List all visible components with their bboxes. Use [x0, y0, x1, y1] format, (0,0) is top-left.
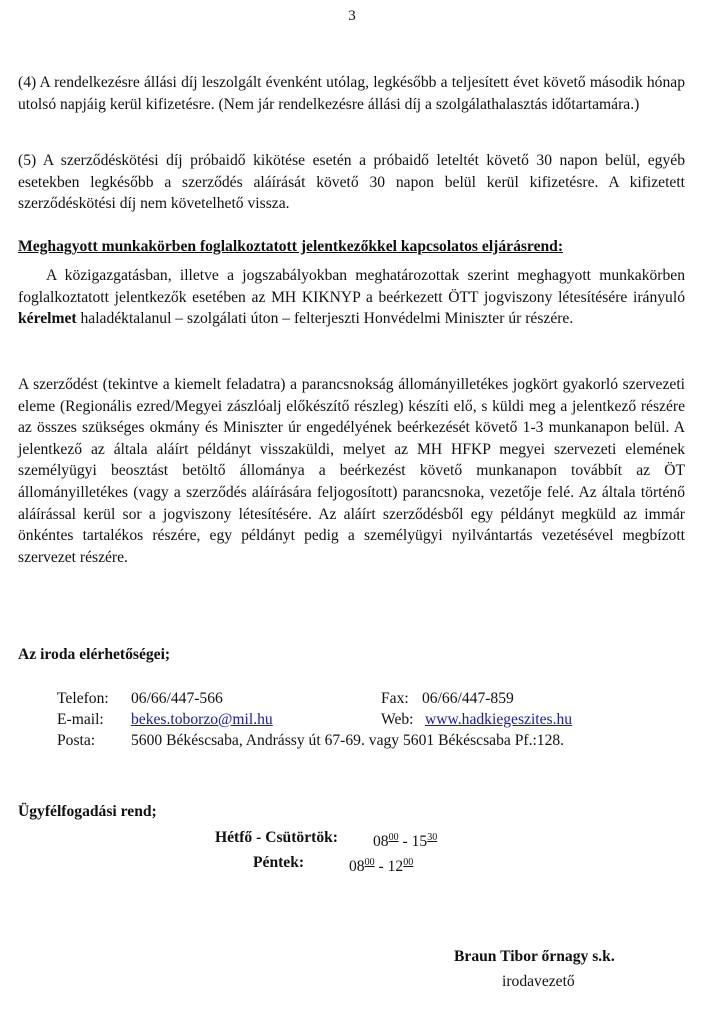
contact-heading: Az iroda elérhetőségei;	[18, 646, 171, 663]
phone-value: 06/66/447-566	[131, 690, 223, 707]
mon-thu-end-hour: 15	[411, 833, 428, 850]
fri-end-hour: 12	[387, 858, 404, 875]
mon-thu-start-min: 00	[388, 832, 399, 843]
email-link[interactable]: bekes.toborzo@mil.hu	[131, 711, 273, 728]
paragraph-4: (4) A rendelkezésre állási díj leszolgált évenként utólag, legkésőbb a teljesített évet követő második hónap utolsó napjáig kerül kifizetésre. (Nem jár rendelkezésre állási díj a szolgálathalasztás időtartamára.)	[18, 74, 685, 113]
email-label: E-mail:	[57, 711, 104, 728]
contact-row-email	[57, 709, 677, 730]
contact-row-phone	[57, 688, 677, 709]
web-label: Web:	[381, 711, 414, 728]
phone-label: Telefon:	[57, 690, 109, 707]
fri-sep: -	[374, 858, 388, 875]
mon-thu-end-min: 30	[427, 832, 438, 843]
contact-row-post	[57, 730, 677, 751]
contact-block	[57, 688, 677, 751]
body1-after: haladéktalanul – szolgálati úton – felterjeszti Honvédelmi Miniszter úr részére.	[76, 310, 574, 328]
web-link[interactable]: www.hadkiegeszites.hu	[425, 711, 573, 728]
section-heading: Meghagyott munkakörben foglalkoztatott jelentkezőkkel kapcsolatos eljárásrend:	[18, 238, 564, 255]
post-label: Posta:	[57, 732, 96, 749]
fax-label: Fax:	[381, 690, 409, 707]
hours-mon-thu-value	[373, 827, 437, 853]
signature-name: Braun Tibor őrnagy s.k.	[454, 948, 615, 965]
signature-title: irodavezető	[502, 973, 575, 990]
hours-fri-label: Péntek:	[253, 854, 305, 871]
body-paragraph-2: A szerződést (tekintve a kiemelt feladatra) a parancsnokság állományilletékes jogkört gyakorló szervezeti eleme (Regionális ezred/Megyei zászlóalj előkészítő részleg) készíti elő, s küldi meg a jelentkező részére az összes szükséges okmány és Miniszter úr engedélyének beérkezését követő 1-3 munkanapon belül. A jelentkező az általa aláírt példányt visszaküldi, melyet az MH HFKP megyei szervezeti elemének személyügyi beosztást betöltő állománya a beérkezést követő munkanapon továbbít az ÖT állományilletékes (vagy a szerződés aláírására feljogosított) parancsnoka, vezetője felé. Az általa történő aláírással kerül sor a jogviszony létesítésére. Az aláírt szerződésből egy példányt megküld az immár önkéntes tartalékos részére, egy példányt pedig a személyügyi nyilvántartás vezetésével megbízott szervezet részére.	[18, 376, 685, 566]
body-paragraph-1	[18, 265, 685, 330]
post-value: 5600 Békéscsaba, Andrássy út 67-69. vagy 5601 Békéscsaba Pf.:128.	[131, 732, 565, 749]
body1-bold: kérelmet	[18, 310, 77, 328]
page-number: 3	[348, 8, 356, 24]
fri-start-hour: 08	[349, 858, 365, 875]
mon-thu-start-hour: 08	[373, 833, 389, 850]
paragraph-5: (5) A szerződéskötési díj próbaidő kikötése esetén a próbaidő leteltét követő 30 napon belül, egyéb esetekben legkésőbb a szerződés aláírását követő 30 napon belül kerül kifizetésre. A kifizetett szerződéskötési díj nem követelhető vissza.	[18, 152, 685, 213]
hours-fri-value	[349, 852, 413, 878]
hours-mon-thu-label: Hétfő - Csütörtök:	[215, 829, 338, 846]
fri-end-min: 00	[403, 857, 414, 868]
fax-value: 06/66/447-859	[422, 690, 514, 707]
mon-thu-sep: -	[398, 833, 412, 850]
hours-heading: Ügyfélfogadási rend;	[18, 803, 157, 820]
body1-before: A közigazgatásban, illetve a jogszabályokban meghatározottak szerint meghagyott munkakörben foglalkoztatott jelentkezők esetében az MH KIKNYP a beérkezett ÖTT jogviszony létesítésére irányuló	[18, 267, 685, 306]
fri-start-min: 00	[364, 857, 375, 868]
